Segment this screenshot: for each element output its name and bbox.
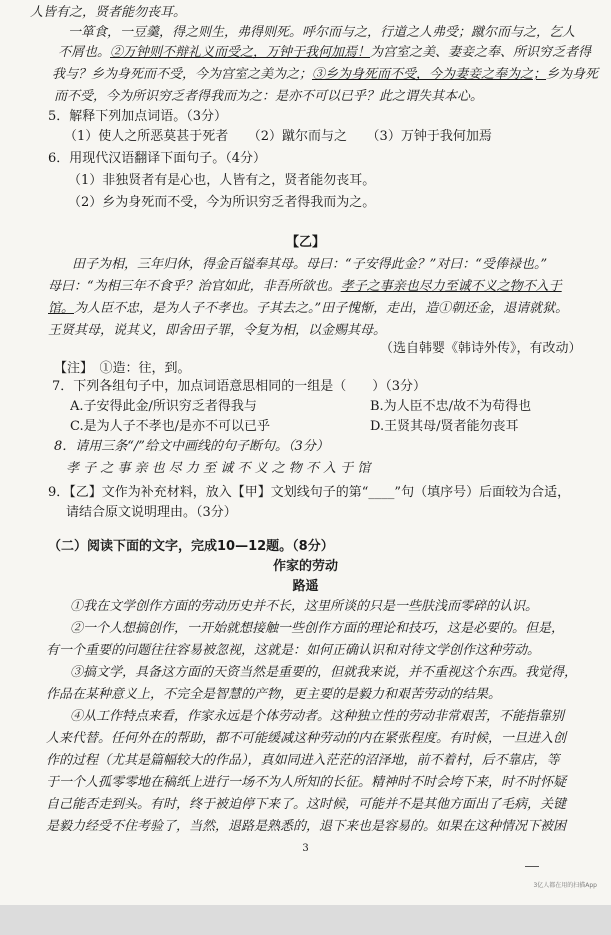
section-2-heading: （二）阅读下面的文字，完成10—12题。（8分） [48, 539, 334, 554]
article-paragraph-4-line-6: 是毅力经受不住考验了，当然，退路是熟悉的，退下来也是容易的。如果在这种情况下被困 [46, 819, 567, 834]
q7-option-a: A.子安得此金/所识穷乏者得我与 [70, 399, 257, 414]
underlined-sentence-2: ②万钟则不辩礼义而受之，万钟于我何加焉！ [110, 45, 371, 60]
q9-line-1: 9．【乙】文作为补充材料，放入【甲】文划线句子的第“____”句（填序号）后面较为合适， [48, 485, 571, 500]
passage-b-line-3-rest: 为人臣不忠，是为人子不孝也。子其去之。”田子愧惭，走出，造①朝还金，退请就狱。 [74, 301, 569, 316]
passage-a-line-1: 人皆有之，贤者能勿丧耳。 [30, 5, 187, 20]
article-paragraph-3-line-1: ③搞文学，具备这方面的天资当然是重要的，但就我来说，并不重视这个东西。我觉得， [70, 665, 578, 680]
q7-option-c: C.是为人子不孝也/是亦不可以已乎 [70, 419, 270, 434]
passage-b-line-2-start: 母曰：“为相三年不食乎？治官如此，非吾所欲也。 [48, 279, 341, 294]
page-number: 3 [302, 843, 309, 854]
q6-title: 6．用现代汉语翻译下面句子。（4分） [48, 151, 267, 166]
passage-b-source: （选自韩婴《韩诗外传》，有改动） [380, 341, 582, 356]
passage-b-line-4: 王贤其母，说其义，即舍田子罪，令复为相，以金赐其母。 [48, 323, 387, 338]
q6-sentence-2: （2）乡为身死而不受，今为所识穷乏者得我而为之。 [68, 195, 376, 210]
passage-a-line-5: 而不受，今为所识穷乏者得我而为之：是亦不可以已乎？此之谓失其本心。 [54, 89, 484, 104]
underlined-sentence-b-part-2: 馆。 [48, 301, 75, 316]
article-title: 作家的劳动 [272, 559, 338, 574]
article-paragraph-4-line-5: 自己能否走到头。有时，终于被迫停下来了。这时候，可能并不是其他方面出了毛病，关键 [46, 797, 567, 812]
q7-option-b: B.为人臣不忠/故不为苟得也 [370, 399, 532, 414]
scan-mark [525, 866, 539, 867]
q8-title: 8．请用三条“/”给文中画线的句子断句。（3分） [54, 439, 329, 454]
article-paragraph-2-line-1: ②一个人想搞创作，一开始就想接触一些创作方面的理论和技巧，这是必要的。但是， [70, 621, 565, 636]
passage-b-heading: 【乙】 [285, 235, 325, 250]
q7-title: 7．下列各组句子中，加点词语意思相同的一组是（ ）（3分） [52, 379, 427, 394]
article-paragraph-4-line-4: 于一个人孤零零地在稿纸上进行一场不为人所知的长征。精神时不时会垮下来，时不时怀疑 [46, 775, 567, 790]
q5-title: 5．解释下列加点词语。（3分） [48, 109, 228, 124]
q8-sentence: 孝 子 之 事 亲 也 尽 力 至 诚 不 义 之 物 不 入 于 馆 [66, 461, 371, 476]
passage-b-line-1: 田子为相，三年归休，得金百镒奉其母。母曰：“子安得此金？”对曰：“受俸禄也。” [72, 257, 548, 272]
article-paragraph-4-line-2: 人来代替。任何外在的帮助，都不可能缓减这种劳动的内在紧张程度。有时候，一旦进入创 [46, 731, 567, 746]
passage-a-line-2: 一箪食，一豆羹，得之则生，弗得则死。呼尔而与之，行道之人弗受；蹴尔而与之，乞人 [68, 25, 576, 40]
scanner-watermark: 3亿人都在用的扫描App [533, 882, 597, 889]
q6-sentence-1: （1）非独贤者有是心也，人皆有之，贤者能勿丧耳。 [68, 173, 376, 188]
underlined-sentence-3: ③乡为身死而不受，今为妻妾之奉为之； [312, 67, 547, 82]
article-paragraph-3-line-2: 作品在某种意义上，不完全是智慧的产物，更主要的是毅力和艰苦劳动的结果。 [46, 687, 502, 702]
passage-a-line-3-end: 为宫室之美、妻妾之奉、所识穷乏者得 [370, 45, 592, 60]
q5-items: （1）使人之所恶莫甚于死者 （2）蹴尔而与之 （3）万钟于我何加焉 [64, 129, 492, 144]
passage-b-note: 【注】 ①造：往，到。 [54, 361, 191, 376]
article-paragraph-4-line-1: ④从工作特点来看，作家永远是个体劳动者。这种独立性的劳动非常艰苦，不能指靠别 [70, 709, 565, 724]
passage-a-line-4-start: 我与？乡为身死而不受，今为宫室之美为之； [52, 67, 313, 82]
passage-a-line-3-start: 不屑也。 [58, 45, 111, 60]
underlined-sentence-b-part-1: 孝子之事亲也尽力至诚不义之物不入于 [340, 279, 562, 294]
q9-line-2: 请结合原文说明理由。（3分） [66, 505, 237, 520]
article-paragraph-2-line-2: 有一个重要的问题往往容易被忽视，这就是：如何正确认识和对待文学创作这种劳动。 [46, 643, 541, 658]
article-author: 路遥 [292, 579, 319, 594]
passage-b-line-3 [48, 300, 610, 318]
passage-b-line-2 [48, 278, 610, 296]
scan-bottom-band [0, 905, 611, 935]
passage-a-line-4 [52, 66, 610, 84]
q7-option-d: D.王贤其母/贤者能勿丧耳 [370, 419, 519, 434]
passage-a-line-4-end: 乡为身死 [546, 67, 599, 82]
passage-a-line-3 [58, 44, 610, 62]
article-paragraph-1: ①我在文学创作方面的劳动历史并不长，这里所谈的只是一些肤浅而零碎的认识。 [70, 599, 539, 614]
article-paragraph-4-line-3: 作的过程（尤其是篇幅较大的作品），真如同进入茫茫的沼泽地，前不着村，后不靠店，等 [46, 753, 560, 768]
